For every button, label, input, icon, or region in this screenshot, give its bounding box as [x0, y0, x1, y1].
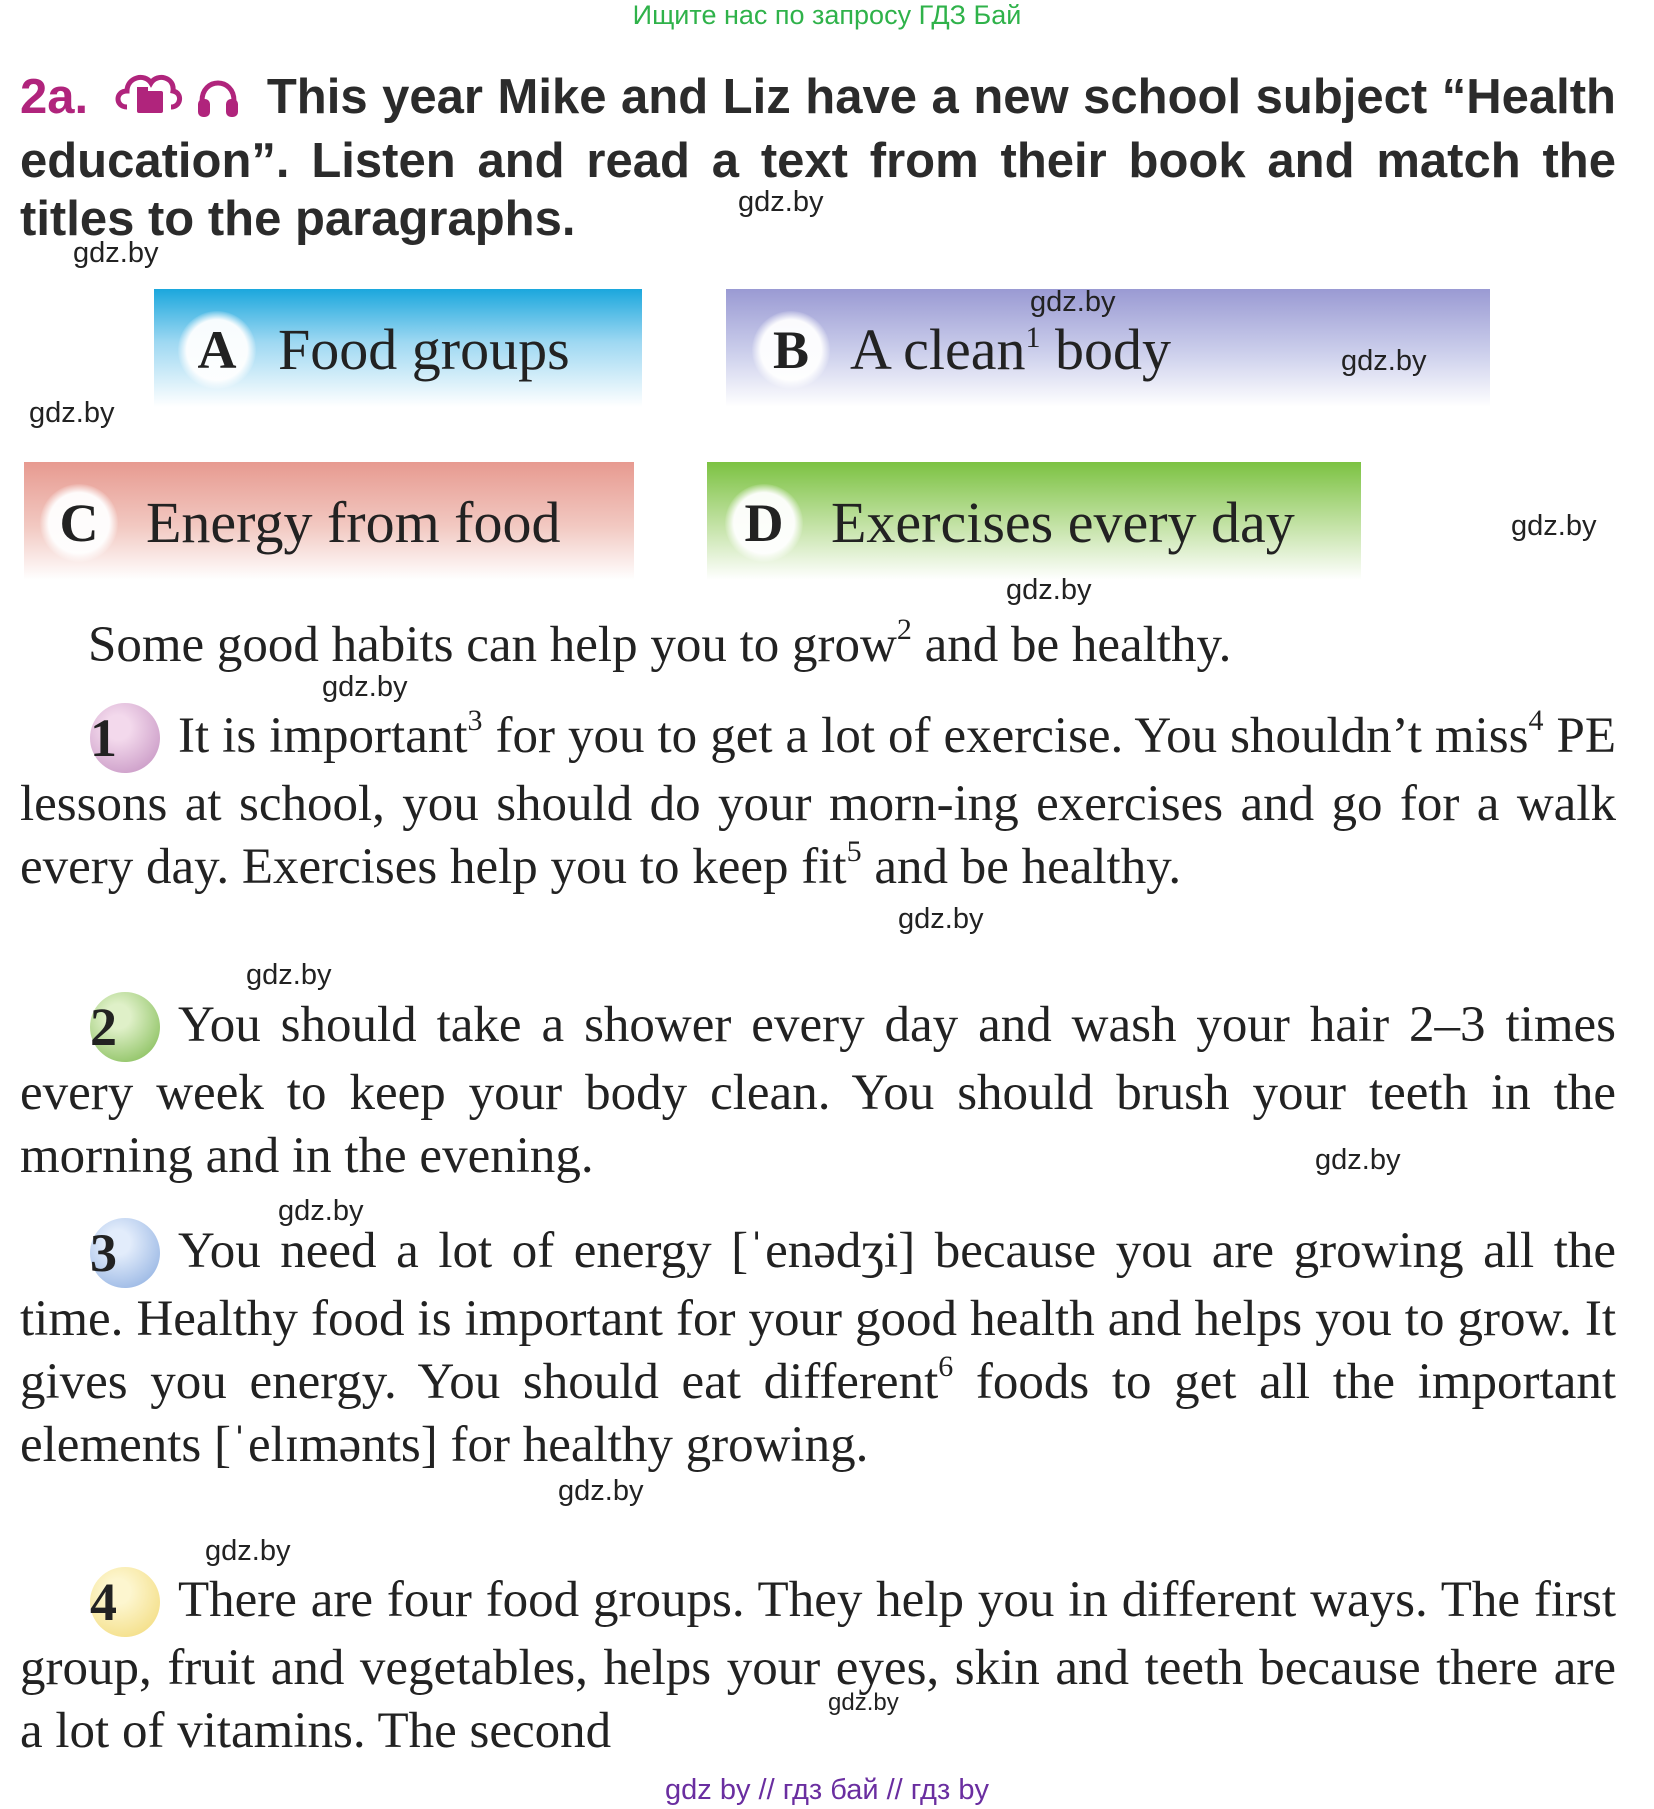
title-letter: D [725, 484, 803, 562]
top-search-note: Ищите нас по запросу ГДЗ Бай [632, 0, 1022, 30]
title-box-a [154, 289, 642, 407]
paragraph-number: 2 [90, 992, 160, 1062]
paragraph-2: 2 You should take a shower every day and wash your hair 2–3 times every week to keep your body clean. You should brush your teeth in the morning and in the evening. [20, 992, 1616, 1188]
title-label: Food groups [278, 317, 570, 382]
task-instruction [20, 68, 1616, 248]
paragraph-4: 4 There are four food groups. They help you in different ways. The first group, fruit and vegetables, helps your eyes, skin and teeth because there are a lot of vitamins. The second [20, 1567, 1616, 1763]
paragraph-1: 1 It is important$^3$ for you to get a lot of exercise. You shouldn’t miss$^4$ PE lessons at school, you should do your morn-ing exercises and go for a walk every day. Exercises help you to keep fit$^5$ and be healthy. [20, 704, 1616, 895]
watermark: gdz.by [738, 186, 824, 218]
watermark: gdz.by [246, 959, 332, 991]
paragraph-3: 3 You need a lot of energy [ˈenədʒi] because you are growing all the time. Healthy food is important for your good health and helps you to grow. It gives you energy. You should eat different$^6$ foods to get all the important elements [ˈelɪmənts] for healthy growing. [20, 1218, 1616, 1477]
cloud-folder-icon [113, 69, 183, 119]
watermark: gdz.by [29, 397, 115, 429]
title-letter: B [752, 311, 830, 389]
task-number: 2a. [20, 70, 89, 124]
watermark: gdz.by [828, 1689, 899, 1716]
title-label: Exercises every day [831, 490, 1295, 555]
watermark: gdz.by [1006, 574, 1092, 606]
title-label: A clean$^1$ body [850, 317, 1172, 382]
title-label: Energy from food [146, 490, 561, 555]
title-box-c [24, 462, 634, 580]
watermark: gdz.by [558, 1475, 644, 1507]
watermark: gdz.by [278, 1195, 364, 1227]
task-icons [113, 69, 241, 132]
title-letter: C [40, 484, 118, 562]
title-letter: A [178, 311, 256, 389]
watermark: gdz.by [898, 903, 984, 935]
headphones-icon [196, 71, 240, 119]
watermark: gdz.by [1030, 286, 1116, 318]
watermark: gdz.by [205, 1535, 291, 1567]
footer-note: gdz by // гдз бай // гдз by [665, 1774, 989, 1806]
paragraph-number: 3 [90, 1218, 160, 1288]
watermark: gdz.by [1341, 345, 1427, 377]
paragraph-number: 1 [90, 703, 160, 773]
title-box-d [707, 462, 1361, 580]
watermark: gdz.by [73, 237, 159, 269]
intro-sentence: Some good habits can help you to grow$^2$ and be healthy. [88, 613, 1232, 673]
watermark: gdz.by [1315, 1144, 1401, 1176]
task-instruction-text: This year Mike and Liz have a new school subject “Health education”. Listen and read a text from their book and match the titles to the paragraphs. [20, 70, 1616, 246]
watermark: gdz.by [1511, 510, 1597, 542]
watermark: gdz.by [322, 671, 408, 703]
paragraph-number: 4 [90, 1567, 160, 1637]
